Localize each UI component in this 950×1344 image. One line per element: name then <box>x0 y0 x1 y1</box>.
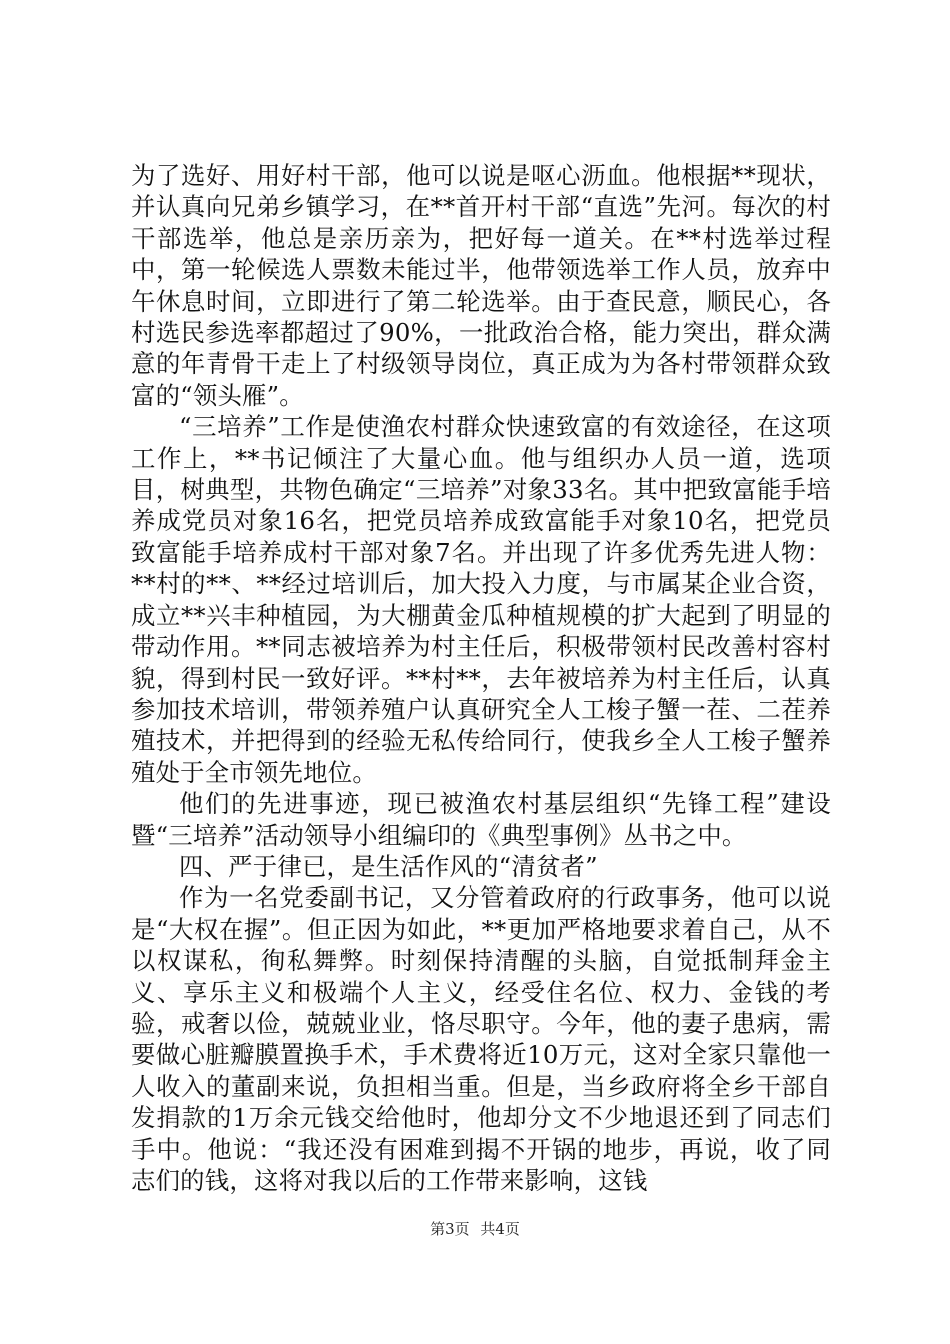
page-total: 共4页 <box>480 1220 520 1238</box>
paragraph-village-election: 为了选好、用好村干部，他可以说是呕心沥血。他根据**现状，并认真向兄弟乡镇学习，在**首开村干部“直选”先河。每次的村干部选举，他总是亲历亲为，把好每一道关。在**村选举过程中，第一轮候选人票数未能过半，他带领选举工作人员，放弃中午休息时间，立即进行了第二轮选举。由于查民意，顺民心，各村选民参选率都超过了90%，一批政治合格，能力突出，群众满意的年青骨干走上了村级领导岗位，真正成为为各村带领群众致富的“领头雁”。 <box>131 161 831 410</box>
section-heading-four: 四、严于律已，是生活作风的“清贫者” <box>179 851 598 881</box>
page-number: 第3页 <box>430 1220 470 1238</box>
document-body <box>131 160 831 1196</box>
page-footer <box>0 1219 950 1239</box>
paragraph-integrity: 作为一名党委副书记，又分管着政府的行政事务，他可以说是“大权在握”。但正因为如此，**更加严格地要求着自己，从不以权谋私，徇私舞弊。时刻保持清醒的头脑，自觉抵制拜金主义、享乐主义和极端个人主义，经受住名位、权力、金钱的考验，戒奢以俭，兢兢业业，恪尽职守。今年，他的妻子患病，需要做心脏瓣膜置换手术，手术费将近10万元，这对全家只靠他一人收入的董副来说，负担相当重。但是，当乡政府将全乡干部自发捐款的1万余元钱交给他时，他却分文不少地退还到了同志们手中。他说：“我还没有困难到揭不开锅的地步，再说，收了同志们的钱，这将对我以后的工作带来影响，这钱 <box>131 883 831 1195</box>
paragraph-three-cultivations: “三培养”工作是使渔农村群众快速致富的有效途径，在这项工作上，**书记倾注了大量心血。他与组织办人员一道，选项目，树典型，共物色确定“三培养”对象33名。其中把致富能手培养成党员对象16名，把党员培养成致富能手对象10名，把党员致富能手培养成村干部对象7名。并出现了许多优秀先进人物：**村的**、**经过培训后，加大投入力度，与市属某企业合资，成立**兴丰种植园，为大棚黄金瓜种植规模的扩大起到了明显的带动作用。**同志被培养为村主任后，积极带领村民改善村容村貌，得到村民一致好评。**村**，去年被培养为村主任后，认真参加技术培训，带领养殖户认真研究全人工梭子蟹一茬、二茬养殖技术，并把得到的经验无私传给同行，使我乡全人工梭子蟹养殖处于全市领先地位。 <box>131 412 831 787</box>
paragraph-advanced-deeds: 他们的先进事迹，现已被渔农村基层组织“先锋工程”建设暨“三培养”活动领导小组编印的《典型事例》丛书之中。 <box>131 789 831 850</box>
